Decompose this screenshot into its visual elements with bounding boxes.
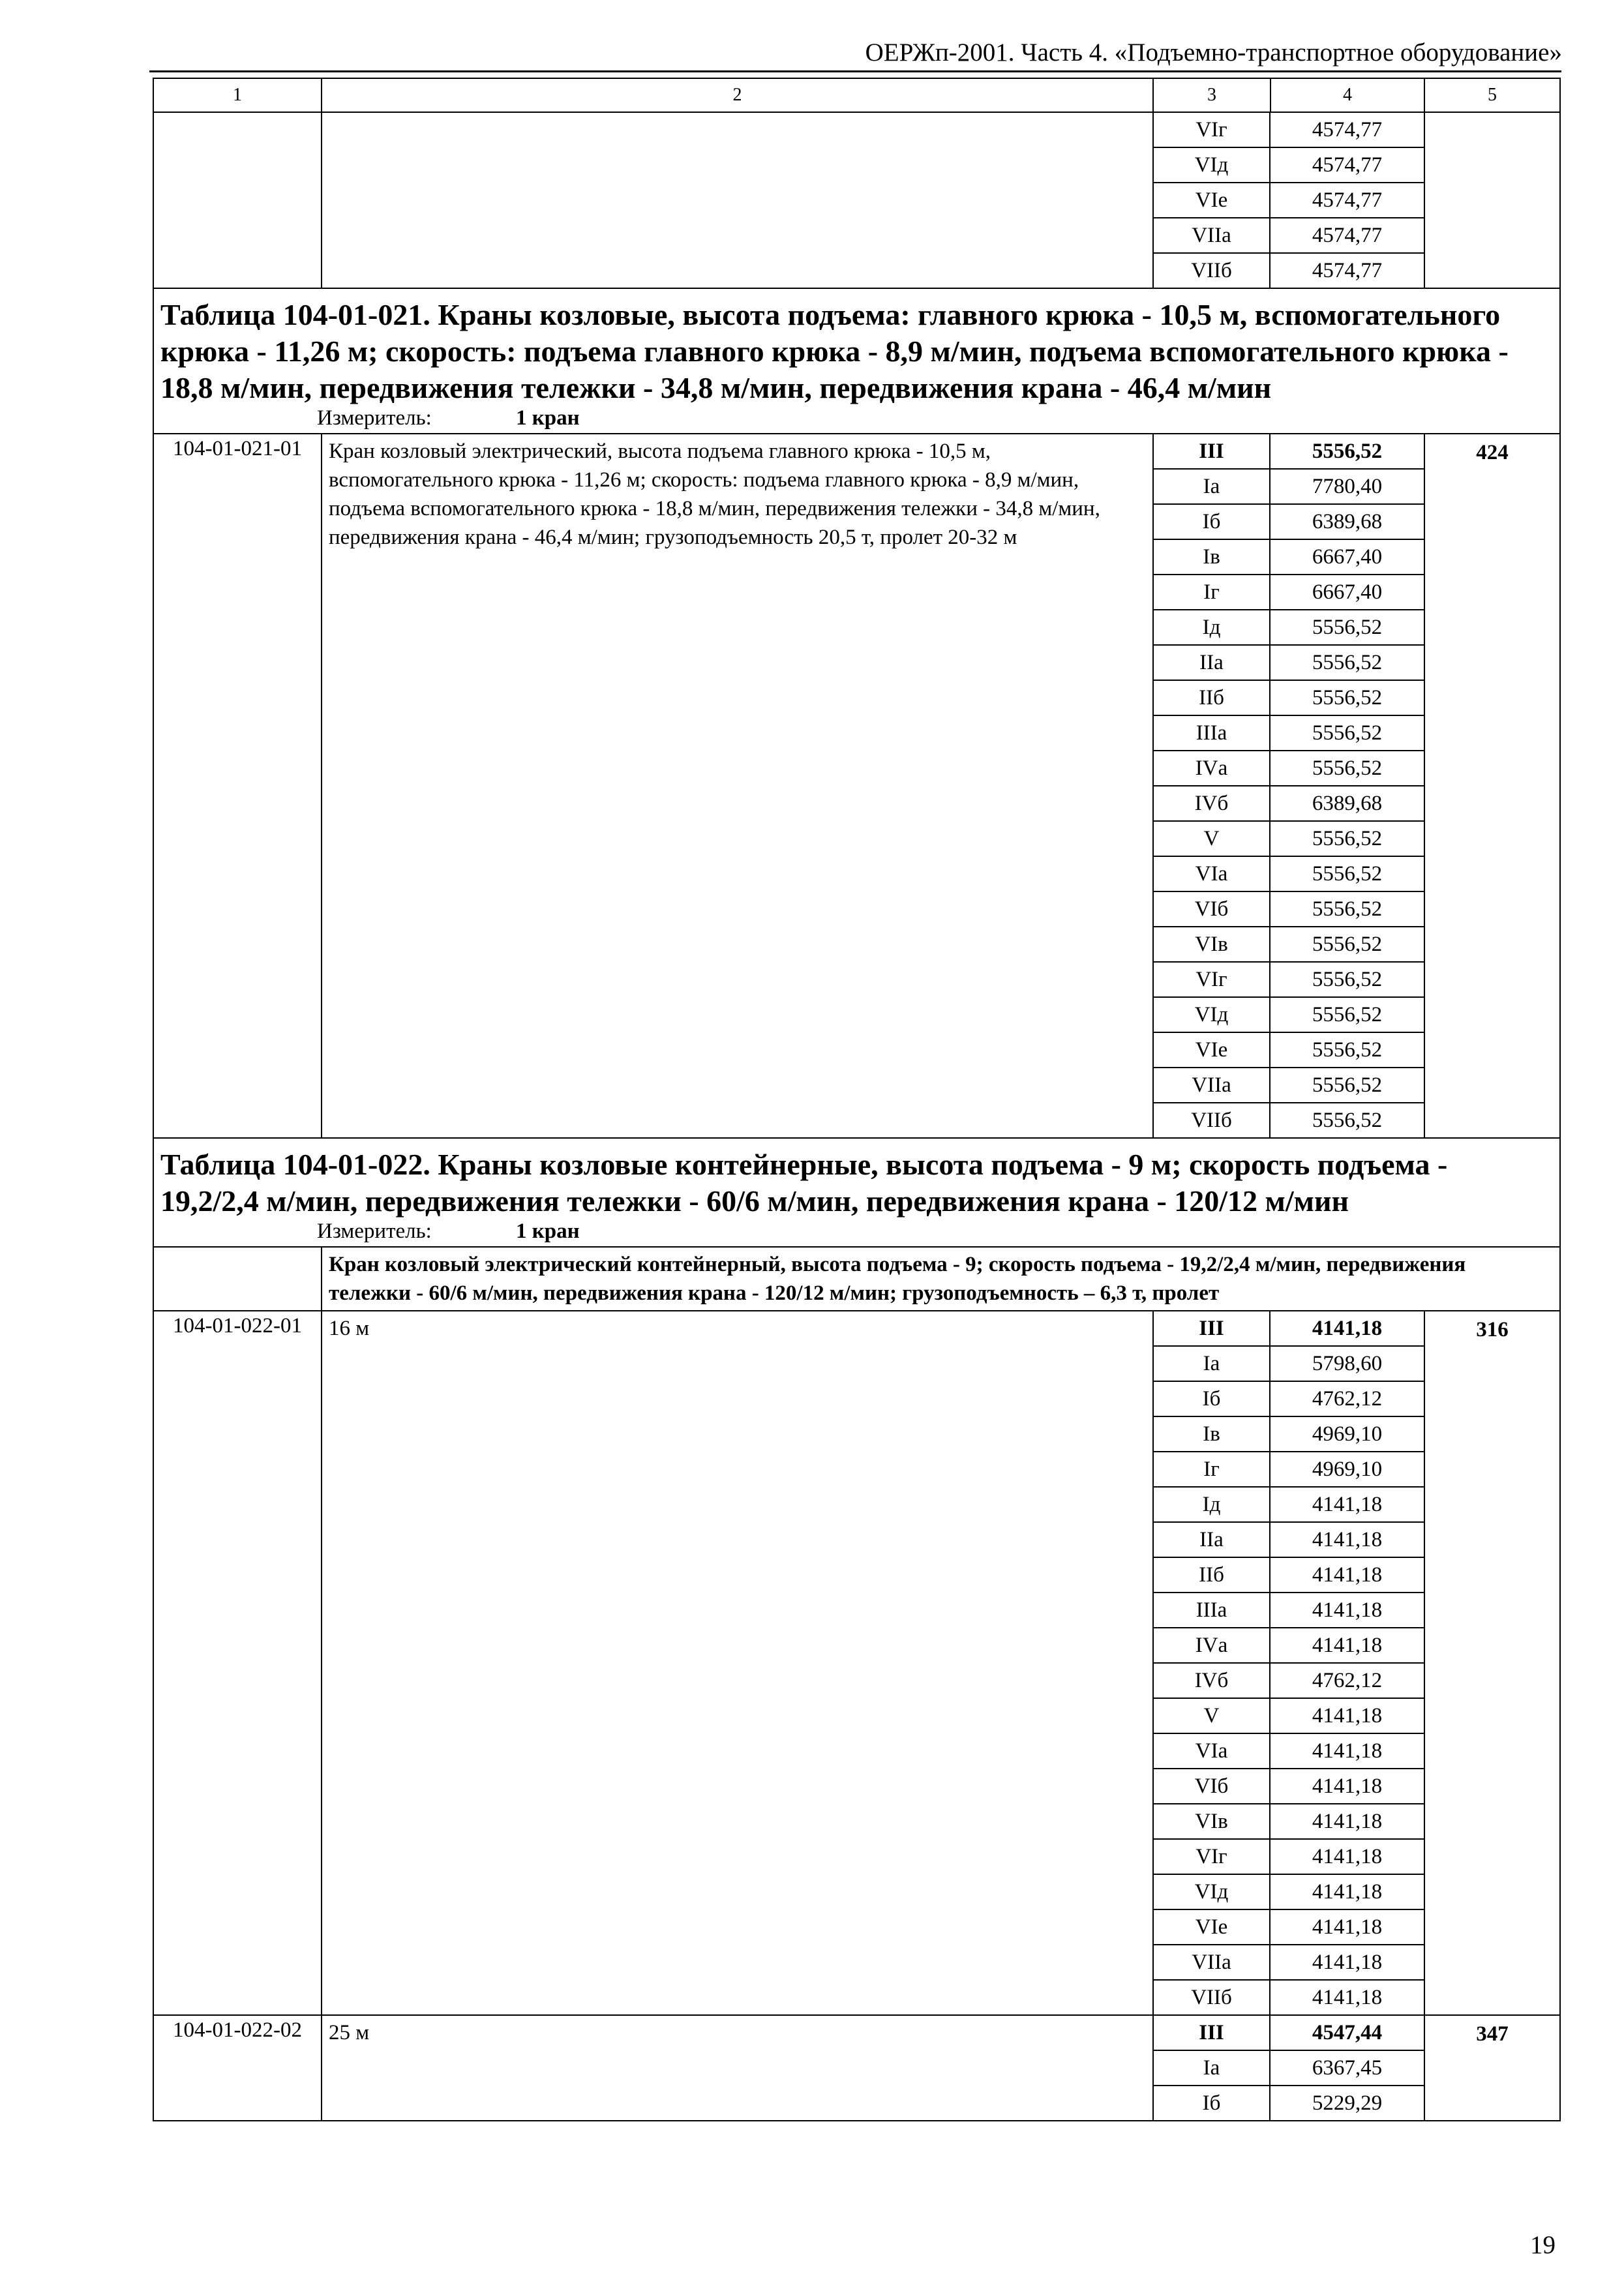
zone-price-row	[1154, 148, 1424, 183]
zone-price-row	[1154, 892, 1424, 927]
zone-price-row	[1154, 1910, 1424, 1945]
continuation-row	[153, 112, 1560, 288]
zone-cell: IVб	[1154, 1664, 1271, 1699]
zone-cell: III	[1154, 434, 1271, 470]
group-description: Кран козловый электрический контейнерный, высота подъема - 9; скорость подъема - 19,2/2,4 м/мин, передвижения тележки - 60/6 м/мин, передвижения крана - 120/12 м/мин; грузоподъемность – 6,3 т, пролет	[322, 1247, 1560, 1311]
price-cell: 5556,52	[1271, 822, 1424, 857]
table-heading-row	[153, 288, 1560, 434]
price-cell: 7780,40	[1271, 470, 1424, 505]
price-cell: 4762,12	[1271, 1382, 1424, 1417]
zone-cell: VIIа	[1154, 1945, 1271, 1981]
zone-cell: Iа	[1154, 2051, 1271, 2086]
zone-cell: VIв	[1154, 1804, 1271, 1840]
zone-cell: Iг	[1154, 1452, 1271, 1488]
zone-cell: IVа	[1154, 751, 1271, 786]
price-cell: 4574,77	[1312, 258, 1383, 282]
zone-price-row	[1154, 610, 1424, 646]
zone-price-row	[1154, 540, 1424, 575]
price-cell: 5556,52	[1271, 646, 1424, 681]
measure-label: Измеритель:	[317, 1219, 432, 1243]
zone-cell: III	[1154, 2016, 1271, 2051]
zone-cell: Iа	[1154, 1347, 1271, 1382]
zone-price-row	[1154, 963, 1424, 998]
zone-price-row	[1154, 1664, 1424, 1699]
item-row	[153, 434, 1560, 1138]
column-number-row	[153, 78, 1560, 112]
zone-cell: IIа	[1154, 1523, 1271, 1558]
col-number-5: 5	[1424, 78, 1560, 112]
col-number-1: 1	[153, 78, 322, 112]
zone-price-row	[1154, 1523, 1424, 1558]
zone-cell: VIг	[1154, 963, 1271, 998]
zone-price-row	[1154, 505, 1424, 540]
zone-cell: Iв	[1154, 540, 1271, 575]
item-norm: 347	[1424, 2015, 1560, 2121]
zone-cell: VIа	[1154, 1734, 1271, 1769]
table-heading-row	[153, 1138, 1560, 1247]
price-cell: 4762,12	[1271, 1664, 1424, 1699]
zone-cell: VIа	[1154, 857, 1271, 892]
zone-cell: VIе	[1154, 183, 1271, 218]
price-cell: 5556,52	[1271, 963, 1424, 998]
price-cell: 6389,68	[1271, 786, 1424, 822]
price-cell: 5556,52	[1271, 857, 1424, 892]
zone-cell: VIд	[1154, 148, 1271, 183]
zone-cell: VIIа	[1154, 218, 1271, 254]
price-cell: 4141,18	[1271, 1910, 1424, 1945]
page-number: 19	[1530, 2231, 1556, 2259]
price-cell: 4141,18	[1271, 1311, 1424, 1347]
price-cell: 4141,18	[1271, 1558, 1424, 1593]
price-cell: 5798,60	[1271, 1347, 1424, 1382]
price-cell: 4547,44	[1271, 2016, 1424, 2051]
item-description: Кран козловый электрический, высота подъема главного крюка - 10,5 м, вспомогательного крюка - 11,26 м; скорость: подъема главного крюка - 8,9 м/мин, подъема вспомогательного крюка - 18,8 м/мин, передвижения тележки - 34,8 м/мин, передвижения крана - 46,4 м/мин; грузоподъемность 20,5 т, пролет 20-32 м	[322, 434, 1153, 1138]
price-cell: 4141,18	[1271, 1488, 1424, 1523]
price-cell: 4969,10	[1271, 1417, 1424, 1452]
zone-cell: VIIа	[1154, 1068, 1271, 1103]
price-cell: 4574,77	[1271, 148, 1424, 183]
measure-line	[154, 1219, 1559, 1246]
zone-price-row	[1154, 2016, 1424, 2051]
header-rule	[149, 70, 1561, 72]
zone-cell: VIIб	[1154, 1103, 1271, 1137]
zone-price-row	[1154, 681, 1424, 716]
zone-price-row	[1154, 2051, 1424, 2086]
item-row	[153, 2015, 1560, 2121]
zone-price-row	[1154, 218, 1424, 254]
zone-cell: IIб	[1154, 1558, 1271, 1593]
zone-price-row	[1154, 1875, 1424, 1910]
zone-cell: IIIа	[1154, 716, 1271, 751]
table-title: Таблица 104-01-021. Краны козловые, высота подъема: главного крюка - 10,5 м, вспомогательного крюка - 11,26 м; скорость: подъема главного крюка - 8,9 м/мин, подъема вспомогательного крюка - 18,8 м/мин, передвижения тележки - 34,8 м/мин, передвижения крана - 46,4 м/мин	[160, 298, 1509, 404]
price-cell: 4141,18	[1271, 1804, 1424, 1840]
price-cell: 5556,52	[1271, 751, 1424, 786]
zone-price-row	[1154, 575, 1424, 610]
price-cell: 5556,52	[1312, 1108, 1383, 1132]
zone-cell: VIIб	[1154, 1981, 1271, 2014]
table-title: Таблица 104-01-022. Краны козловые контейнерные, высота подъема - 9 м; скорость подъема - 19,2/2,4 м/мин, передвижения тележки - 60/6 м/мин, передвижения крана - 120/12 м/мин	[160, 1148, 1448, 1218]
item-description: 25 м	[322, 2015, 1153, 2121]
price-cell: 5556,52	[1271, 610, 1424, 646]
zone-price-row	[1154, 1382, 1424, 1417]
item-code: 104-01-022-01	[153, 1311, 322, 2015]
zone-price-row	[1154, 1734, 1424, 1769]
zone-price-row	[1154, 254, 1424, 288]
zone-price-row	[1154, 1628, 1424, 1664]
zone-price-row	[1154, 716, 1424, 751]
price-cell: 4574,77	[1271, 218, 1424, 254]
zone-price-row	[1154, 470, 1424, 505]
zone-price-row	[1154, 113, 1424, 148]
price-cell: 6367,45	[1271, 2051, 1424, 2086]
price-block	[1153, 112, 1424, 288]
zone-price-row	[1154, 927, 1424, 963]
price-cell: 4141,18	[1271, 1699, 1424, 1734]
price-cell: 4141,18	[1271, 1523, 1424, 1558]
measure-value: 1 кран	[516, 406, 580, 430]
zone-cell: IVб	[1154, 786, 1271, 822]
price-cell: 4574,77	[1271, 183, 1424, 218]
zone-price-row	[1154, 1452, 1424, 1488]
empty-norm-cell	[1424, 112, 1560, 288]
price-cell: 6667,40	[1271, 575, 1424, 610]
zone-cell: VIв	[1154, 927, 1271, 963]
price-cell: 4574,77	[1271, 113, 1424, 148]
col-number-3: 3	[1153, 78, 1271, 112]
zone-cell: IVа	[1154, 1628, 1271, 1664]
zone-price-row	[1154, 1068, 1424, 1103]
price-block	[1153, 2015, 1424, 2121]
price-cell: 4141,18	[1271, 1628, 1424, 1664]
col-number-4: 4	[1271, 78, 1424, 112]
col-number-2: 2	[322, 78, 1153, 112]
zone-cell: VIб	[1154, 1769, 1271, 1804]
price-block	[1153, 434, 1424, 1138]
price-cell: 4141,18	[1271, 1945, 1424, 1981]
zone-price-row	[1154, 751, 1424, 786]
measure-value: 1 кран	[516, 1219, 580, 1243]
zone-cell: III	[1154, 1311, 1271, 1347]
zone-cell: Iа	[1154, 470, 1271, 505]
price-cell: 5556,52	[1271, 681, 1424, 716]
running-header: ОЕРЖп-2001. Часть 4. «Подъемно-транспортное оборудование»	[865, 38, 1562, 67]
zone-cell: Iв	[1154, 1417, 1271, 1452]
zone-cell: IIIа	[1154, 1593, 1271, 1628]
zone-price-row	[1154, 1981, 1424, 2014]
zone-cell: Iд	[1154, 1488, 1271, 1523]
price-cell: 4141,18	[1271, 1734, 1424, 1769]
item-row	[153, 1311, 1560, 2015]
zone-price-row	[1154, 1558, 1424, 1593]
zone-cell: Iб	[1154, 505, 1271, 540]
zone-price-row	[1154, 1033, 1424, 1068]
item-description: 16 м	[322, 1311, 1153, 2015]
item-norm: 424	[1424, 434, 1560, 1138]
price-cell: 4141,18	[1271, 1593, 1424, 1628]
zone-price-row	[1154, 646, 1424, 681]
zone-price-row	[1154, 183, 1424, 218]
zone-cell: VIд	[1154, 1875, 1271, 1910]
zone-price-row	[1154, 1840, 1424, 1875]
zone-price-row	[1154, 1488, 1424, 1523]
price-cell: 4141,18	[1271, 1840, 1424, 1875]
zone-price-row	[1154, 998, 1424, 1033]
measure-line	[154, 406, 1559, 433]
price-cell: 4969,10	[1271, 1452, 1424, 1488]
price-cell: 5556,52	[1271, 998, 1424, 1033]
zone-price-row	[1154, 786, 1424, 822]
price-cell: 5556,52	[1271, 927, 1424, 963]
zone-cell: VIд	[1154, 998, 1271, 1033]
zone-cell: Iд	[1154, 610, 1271, 646]
zone-price-row	[1154, 1417, 1424, 1452]
zone-price-row	[1154, 857, 1424, 892]
item-code: 104-01-022-02	[153, 2015, 322, 2121]
zone-price-row	[1154, 1593, 1424, 1628]
price-cell: 5556,52	[1271, 434, 1424, 470]
price-cell: 4141,18	[1271, 1875, 1424, 1910]
price-cell: 4141,18	[1312, 1985, 1383, 2009]
zone-cell: Iг	[1154, 575, 1271, 610]
price-cell: 5556,52	[1271, 1068, 1424, 1103]
item-code: 104-01-021-01	[153, 434, 322, 1138]
price-cell: 6389,68	[1271, 505, 1424, 540]
zone-price-row	[1154, 1103, 1424, 1137]
zone-price-row	[1154, 1699, 1424, 1734]
zone-cell: IIб	[1154, 681, 1271, 716]
item-norm: 316	[1424, 1311, 1560, 2015]
zone-cell: VIг	[1154, 1840, 1271, 1875]
zone-price-row	[1154, 822, 1424, 857]
zone-cell: V	[1154, 822, 1271, 857]
zone-cell: VIе	[1154, 1033, 1271, 1068]
price-table	[153, 78, 1561, 2121]
zone-price-row	[1154, 1347, 1424, 1382]
price-cell: 5229,29	[1312, 2091, 1383, 2115]
zone-cell: V	[1154, 1699, 1271, 1734]
zone-cell: Iб	[1154, 1382, 1271, 1417]
zone-cell: IIа	[1154, 646, 1271, 681]
price-cell: 4141,18	[1271, 1769, 1424, 1804]
zone-cell: VIIб	[1154, 254, 1271, 288]
zone-price-row	[1154, 1804, 1424, 1840]
price-cell: 5556,52	[1271, 716, 1424, 751]
zone-price-row	[1154, 1311, 1424, 1347]
price-cell: 5556,52	[1271, 892, 1424, 927]
price-cell: 6667,40	[1271, 540, 1424, 575]
zone-cell: VIг	[1154, 113, 1271, 148]
zone-price-row	[1154, 1769, 1424, 1804]
group-description-row	[153, 1247, 1560, 1311]
price-block	[1153, 1311, 1424, 2015]
empty-code-cell	[153, 1247, 322, 1311]
zone-price-row	[1154, 1945, 1424, 1981]
zone-cell: Iб	[1154, 2086, 1271, 2120]
measure-label: Измеритель:	[317, 406, 432, 430]
empty-code-cell	[153, 112, 322, 288]
zone-cell: VIб	[1154, 892, 1271, 927]
zone-cell: VIе	[1154, 1910, 1271, 1945]
empty-desc-cell	[322, 112, 1153, 288]
zone-price-row	[1154, 434, 1424, 470]
price-cell: 5556,52	[1271, 1033, 1424, 1068]
zone-price-row	[1154, 2086, 1424, 2120]
